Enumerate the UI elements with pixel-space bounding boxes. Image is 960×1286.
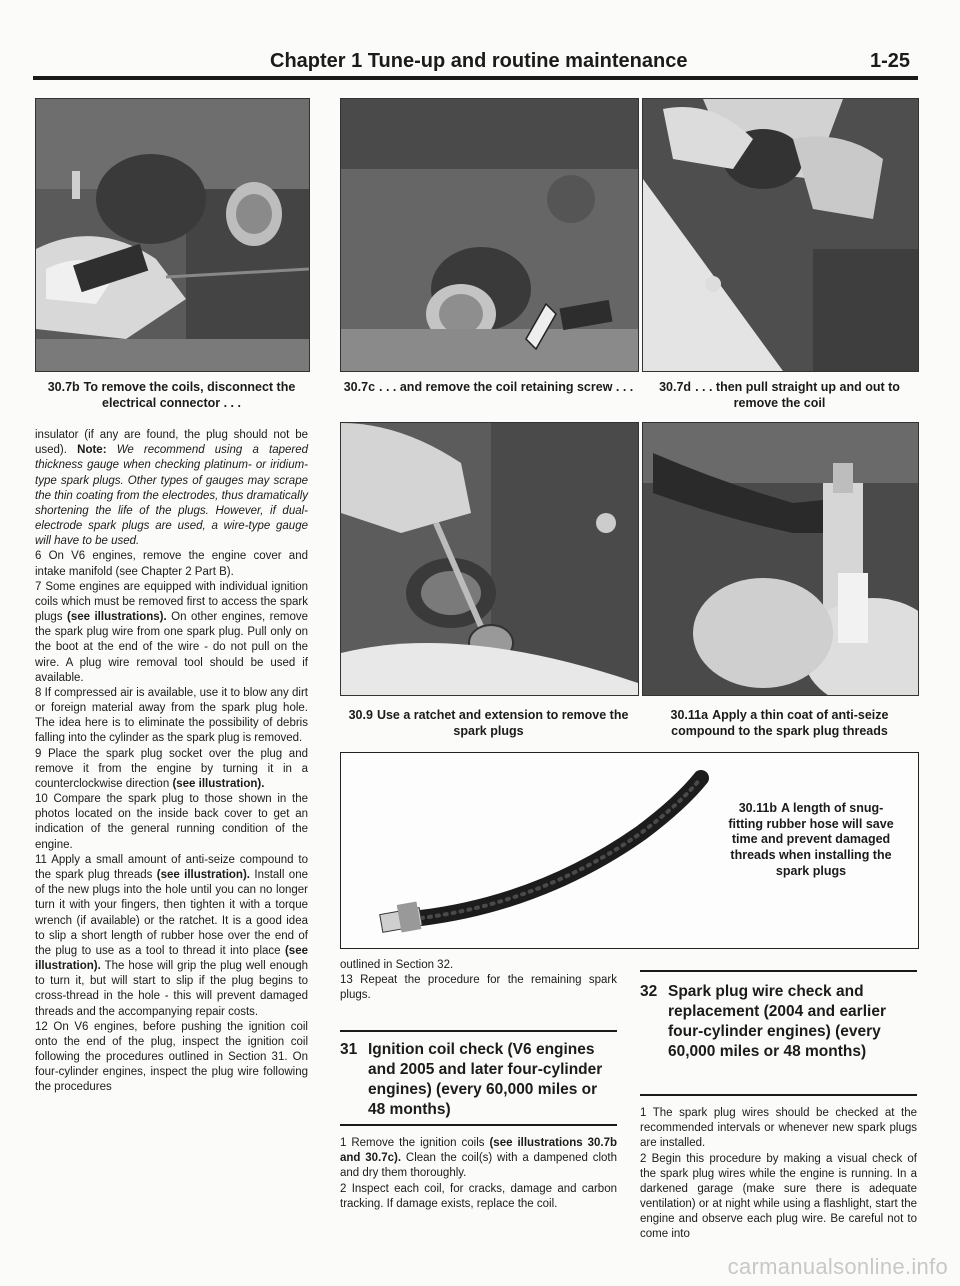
caption-30-9 [340,708,637,739]
caption-text: A length of snug-fitting rubber hose will save time and prevent damaged threads when installing the spark plugs [728,801,894,878]
photo-30-11a [642,422,919,696]
text-run: On other engines, remove the spark plug wire from one spark plug. Pull only on the boot at the end of the wire - do not pull on the wire. A plug wire removal tool should be used if available. [35,611,308,684]
caption-number: 30.11b [738,801,777,815]
page-number: 1-25 [870,50,911,72]
caption-number: 30.7c [343,380,376,394]
section-31-heading [340,1040,617,1121]
illustration-ref: (see illustration). [156,868,250,881]
text-run: 7 Some engines are equipped with individual ignition coils which must be removed first to access the spark plugs [35,580,308,624]
section-title: Ignition coil check (V6 engines and 2005 and later four-cylinder engines) (every 60,000 miles or 48 months) [368,1041,603,1119]
caption-text: . . . then pull straight up and out to remove the coil [695,380,900,410]
illustration-ref: (see illustrations). [66,611,167,624]
paragraph-10: 10 Compare the spark plug to those shown in the photos located on the inside back cover to get an indication of the general running condition of the engine. [35,793,308,851]
paragraph-7 [35,580,308,686]
text-run: 1 Remove the ignition coils [340,1137,485,1149]
photo-30-7c [340,98,639,372]
section-31-rule-top [340,1030,617,1032]
caption-text: To remove the coils, disconnect the electrical connector . . . [83,380,296,410]
paragraph-13: 13 Repeat the procedure for the remaining spark plugs. [340,974,617,1002]
photo-30-7b-graphic [36,99,309,371]
text-run: Clean the coil(s) with a dampened cloth and dry them thoroughly. [340,1152,618,1180]
photo-30-7d [642,98,919,372]
section-32-heading [640,982,917,1063]
caption-number: 30.7d [659,380,692,394]
section-32-rule-bottom [640,1094,917,1096]
paragraph-2: 2 Begin this procedure by making a visual check of the spark plug wires while the engine is running. In a darkened garage (make sure there is adequate ventilation) or at night while using a flashlight, start the engine and observe each plug wire. Be careful not to come into [640,1152,917,1241]
caption-text: . . . and remove the coil retaining screw . . . [379,380,634,394]
caption-number: 30.9 [348,708,373,722]
text-run: Install one of the new plugs into the hole until you can no longer turn it with your fingers, then tighten it with a torque wrench (if available) or the ratchet. It is a good idea to slip a short length of rubber hose over the end of the plug to use as a tool to thread it into place [35,868,308,957]
paragraph-6: 6 On V6 engines, remove the engine cover and intake manifold (see Chapter 2 Part B). [35,550,308,578]
paragraph-11 [35,853,308,1020]
text-run: insulator (if any are found, the plug should not be used). [35,429,308,457]
figure-30-11b [340,752,919,949]
photo-30-11a-graphic [643,423,918,695]
text-run: 11 Apply a small amount of anti-seize compound to the spark plug threads [35,853,308,881]
section-32-rule-top [640,970,917,972]
photo-30-7d-graphic [643,99,918,371]
paragraph-1: 1 The spark plug wires should be checked at the recommended intervals or whenever new spark plugs are installed. [640,1107,917,1150]
section-31-rule-bottom [340,1124,617,1126]
caption-30-11b [726,801,896,879]
photo-30-7c-graphic [341,99,638,371]
note-text: We recommend using a tapered thickness gauge when checking platinum- or iridium-type spark plugs. Other types of gauges may scrape the thin coating from the electrodes, thus dramatically shortening the life of the plugs. However, if dual-electrode spark plugs are used, a wire-type gauge will have to be used. [35,444,308,548]
illustration-ref: (see illustrations 30.7b and 30.7c). [340,1137,617,1165]
section-title: Spark plug wire check and replacement (2004 and earlier four-cylinder engines) (every 60,000 miles or 48 months) [668,983,886,1061]
paragraph-8: 8 If compressed air is available, use it to blow any dirt or foreign material away from the spark plug hole. The idea here is to eliminate the possibility of debris falling into the cylinder as the spark plug is removed. [35,686,308,745]
illustration-ref: (see illustration). [172,777,265,790]
photo-30-7b [35,98,310,372]
section-number: 32 [640,983,658,1000]
caption-text: Use a ratchet and extension to remove the spark plugs [376,708,629,738]
caption-text: Apply a thin coat of anti-seize compound to the spark plug threads [671,708,889,738]
caption-30-7d [642,380,917,411]
caption-30-11a [642,708,917,739]
caption-30-7b [35,380,308,411]
section-31-text [340,1136,617,1212]
paragraph-9 [35,747,308,793]
note-label: Note: [77,444,107,457]
section-number: 31 [340,1041,358,1058]
caption-number: 30.11a [670,708,709,722]
paragraph-5-cont [35,428,308,549]
chapter-title: Chapter 1 Tune-up and routine maintenance [270,50,688,72]
section-32-text [640,1106,917,1243]
text-run: 9 Place the spark plug socket over the plug and remove it from the engine by turning it in a counterclockwise direction [35,747,308,790]
paragraph-12: 12 On V6 engines, before pushing the ignition coil onto the end of the plug, inspect the ignition coil following the procedures outlined in Section 31. On four-cylinder engines, inspect the plug wire following the procedures [35,1020,308,1094]
caption-number: 30.7b [47,380,80,394]
caption-30-7c [340,380,637,396]
text-run: The hose will grip the plug well enough to turn it, but will start to slip if the plug begins to cross-thread in the hole - this will prevent damaged threads and the accompanying repair costs. [35,960,308,1018]
header-rule [33,76,918,80]
watermark: carmanualsonline.info [727,1254,948,1279]
left-text-column [35,428,308,1096]
middle-text-column [340,958,617,1004]
photo-30-9-graphic [341,423,638,695]
paragraph-1 [340,1136,617,1182]
paragraph-cont: outlined in Section 32. [340,959,454,971]
photo-30-9 [340,422,639,696]
illustration-ref: (see illustration). [35,944,308,973]
paragraph-2: 2 Inspect each coil, for cracks, damage and carbon tracking. If damage exists, replace the coil. [340,1182,617,1210]
